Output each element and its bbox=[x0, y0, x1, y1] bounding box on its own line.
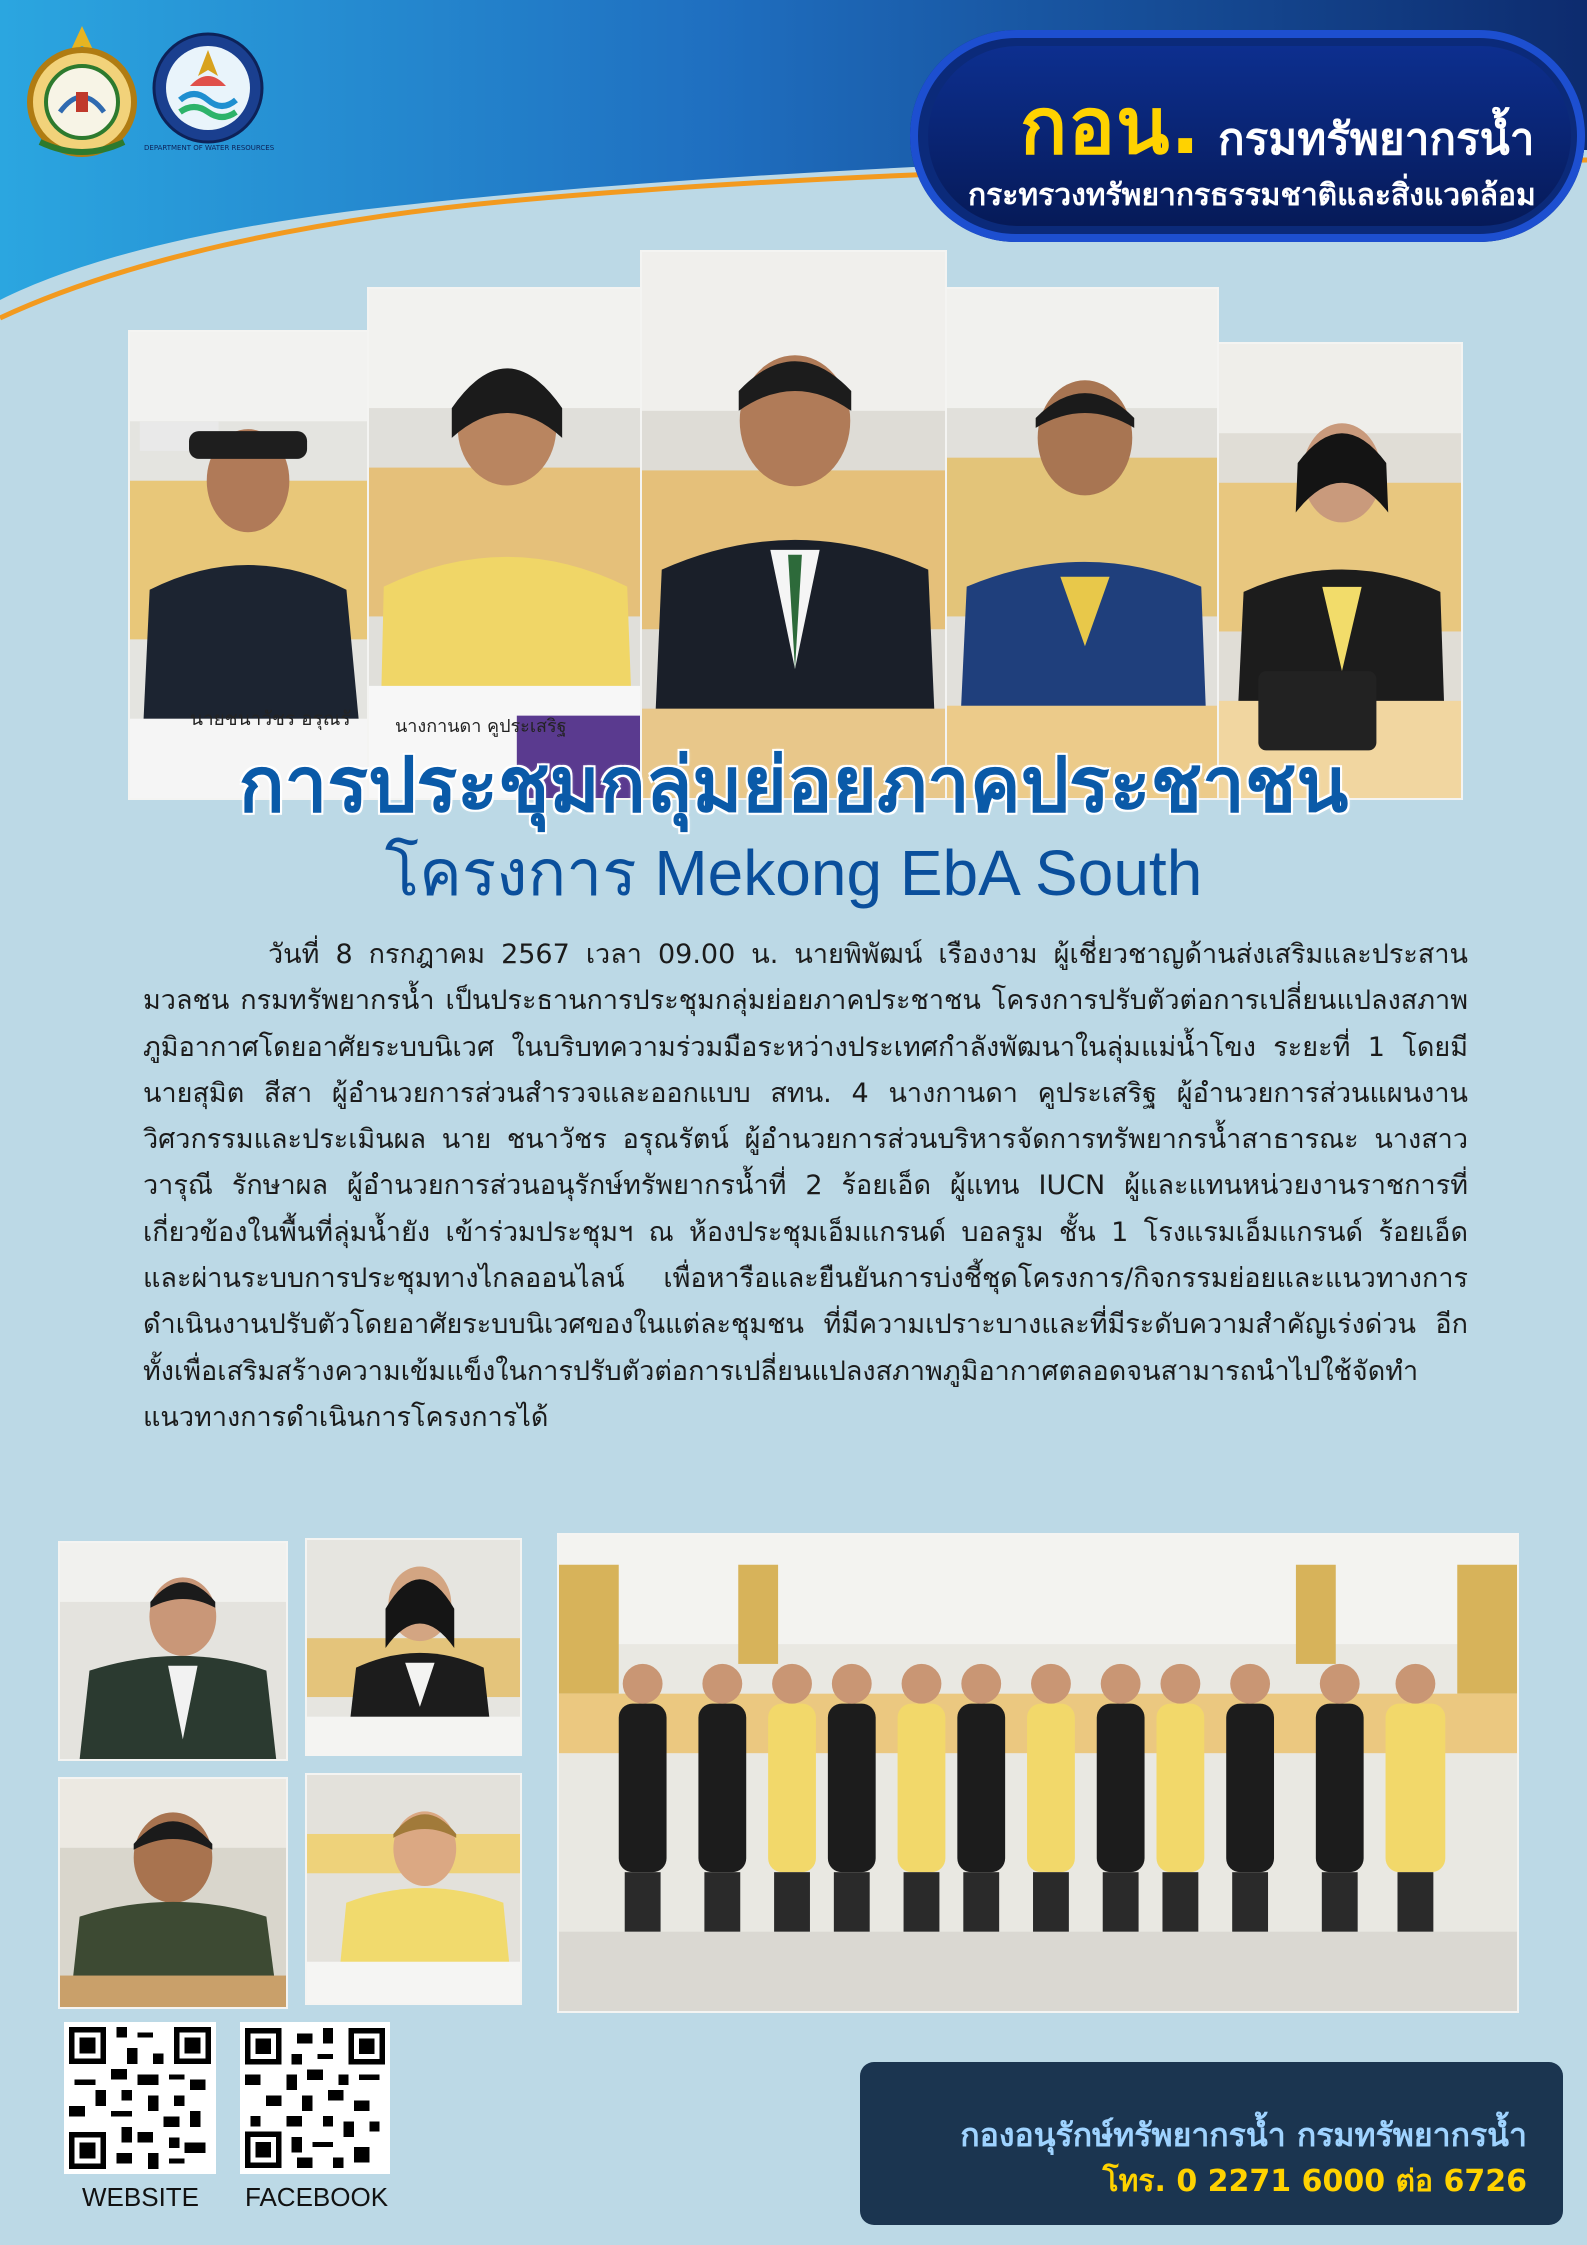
department-name: กรมทรัพยากรน้ำ bbox=[1218, 114, 1535, 165]
page-title: การประชุมกลุ่มย่อยภาคประชาชน bbox=[238, 740, 1349, 829]
photo-bottom-small-3 bbox=[58, 1777, 288, 2009]
portrait-photo-3 bbox=[640, 250, 947, 800]
photo-bottom-small-1 bbox=[58, 1541, 288, 1761]
footer-phone: โทร. 0 2271 6000 ต่อ 6726 bbox=[1102, 2164, 1527, 2199]
website-label: WEBSITE bbox=[82, 2182, 200, 2212]
body-text: วันที่ 8 กรกฎาคม 2567 เวลา 09.00 น. นายพิพัฒน์ เรืองงาม ผู้เชี่ยวชาญด้านส่งเสริมและประสานมวลชน กรมทรัพยากรน้ำ เป็นประธานการประชุมกลุ่มย่อยภาคประชาชน โครงการปรับตัวต่อการเปลี่ยนแปลงสภาพภูมิอากาศโดยอาศัยระบบนิเวศ ในบริบทความร่วมมือระหว่างประเทศกำลังพัฒนาในลุ่มแม่น้ำโขง ระยะที่ 1 โดยมี นายสุมิต สีสา ผู้อำนวยการส่วนสำรวจและออกแบบ สทน. 4 นางกานดา คูประเสริฐ ผู้อำนวยการส่วนแผนงานวิศวกรรมและประเมินผล นาย ชนาวัชร อรุณรัตน์ ผู้อำนวยการส่วนบริหารจัดการทรัพยากรน้ำสาธารณะ นางสาววารุณี รักษาผล ผู้อำนวยการส่วนอนุรักษ์ทรัพยากรน้ำที่ 2 ร้อยเอ็ด ผู้แทน IUCN ผู้และแทนหน่วยงานราชการที่เกี่ยวข้องในพื้นที่ลุ่มน้ำยัง เข้าร่วมประชุมฯ ณ ห้องประชุมเอ็มแกรนด์ บอลรูม ชั้น 1 โรงแรมเอ็มแกรนด์ ร้อยเอ็ด และผ่านระบบการประชุมทางไกลออนไลน์ เพื่อหารือและยืนยันการบ่งชี้ชุดโครงการ/กิจกรรมย่อยและแนวทางการดำเนินงานปรับตัวโดยอาศัยระบบนิเวศของในแต่ละชุมชน ที่มีความเปราะบางและที่มีระดับความสำคัญเร่งด่วน อีกทั้งเพื่อเสริมสร้างความเข้มแข็งในการปรับตัวต่อการเปลี่ยนแปลงสภาพภูมิอากาศตลอดจนสามารถนำไปใช้จัดทำแนวทางการดำเนินการโครงการได้ bbox=[143, 939, 1468, 1433]
department-abbreviation: กอน. bbox=[1020, 82, 1202, 172]
facebook-label: FACEBOOK bbox=[245, 2182, 389, 2212]
group-photo bbox=[557, 1533, 1519, 2013]
footer-contact-box bbox=[860, 2062, 1563, 2225]
website-qr-code[interactable] bbox=[64, 2022, 216, 2174]
badge-inner bbox=[928, 46, 1571, 226]
page-subtitle: โครงการ Mekong EbA South bbox=[384, 837, 1203, 909]
body-paragraph bbox=[143, 932, 1468, 1441]
name-card-left: นายชนาวัชร อรุณรั bbox=[190, 708, 351, 730]
portrait-photo-2 bbox=[367, 287, 642, 800]
water-resources-logo bbox=[144, 26, 275, 156]
name-card-middle: นางกานดา คูประเสริฐ bbox=[395, 716, 567, 737]
logo-caption: DEPARTMENT OF WATER RESOURCES bbox=[144, 144, 275, 152]
photo-bottom-small-4 bbox=[305, 1773, 522, 2005]
portrait-photo-4 bbox=[945, 287, 1219, 800]
department-badge bbox=[910, 30, 1585, 242]
ministry-name: กระทรวงทรัพยากรธรรมชาติและสิ่งแวดล้อม bbox=[968, 178, 1536, 213]
footer-organization: กองอนุรักษ์ทรัพยากรน้ำ กรมทรัพยากรน้ำ bbox=[960, 2116, 1527, 2154]
thai-emblem-logo bbox=[20, 22, 144, 162]
facebook-qr-code[interactable] bbox=[240, 2022, 390, 2174]
photo-bottom-small-2 bbox=[305, 1538, 522, 1756]
